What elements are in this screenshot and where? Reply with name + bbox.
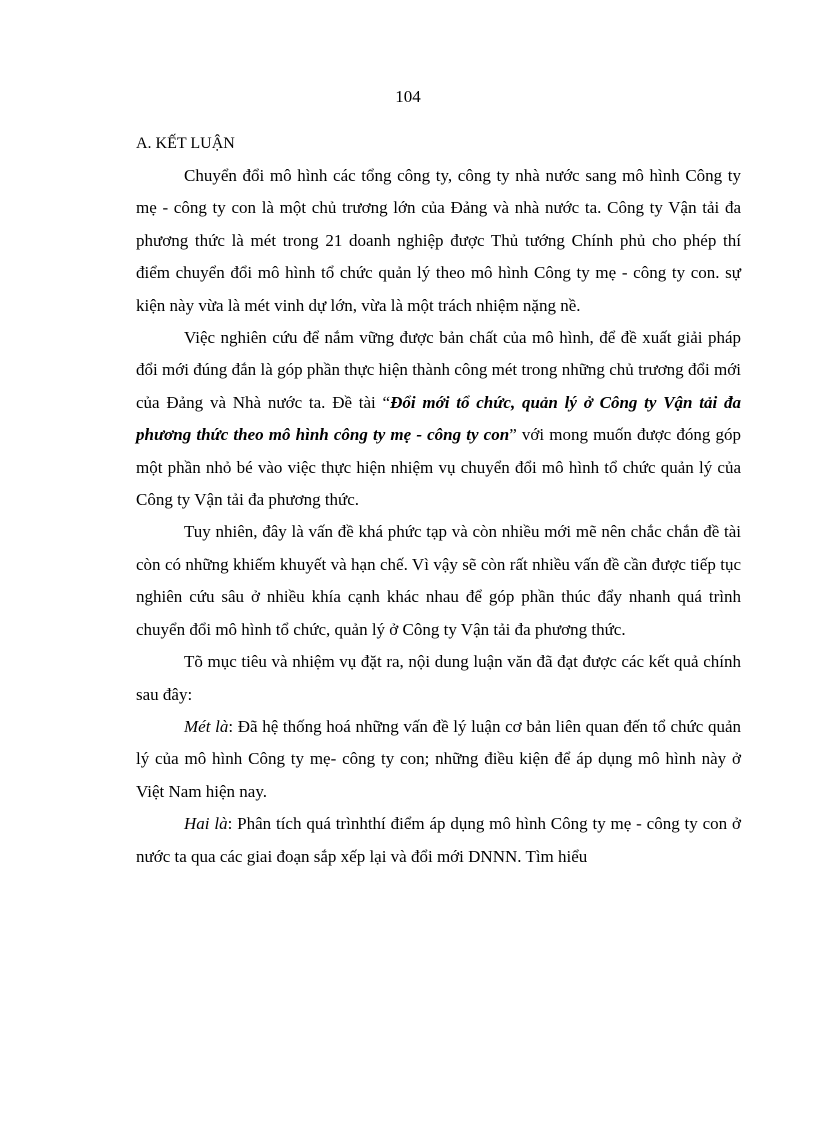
paragraph-2-tail: ” với mong muốn được đóng góp một phần nhỏ bé vào việc thực hiện nhiệm vụ chuyển đổi mô hình tổ chức quản lý của Công ty Vận tải đa phương thức. xyxy=(136,425,741,510)
result-one-label: Mét là xyxy=(184,716,229,736)
paragraph-1: Chuyển đổi mô hình các tổng công ty, công ty nhà nước sang mô hình Công ty mẹ - công ty con là một chủ trương lớn của Đảng và nhà nước ta. Công ty Vận tải đa phương thức là mét trong 21 doanh nghiệp được Thủ tướng Chính phủ cho phép thí điểm chuyển đổi mô hình tổ chức quản lý theo mô hình Công ty mẹ - công ty con. sự kiện này vừa là mét vinh dự lớn, vừa là một trách nhiệm nặng nề. xyxy=(136,166,741,315)
result-one xyxy=(136,711,741,808)
paragraph-3: Tuy nhiên, đây là vấn đề khá phức tạp và còn nhiều mới mẽ nên chắc chắn đề tài còn có những khiếm khuyết và hạn chế. Vì vậy sẽ còn rất nhiều vấn đề cần được tiếp tục nghiên cứu sâu ở nhiều khía cạnh khác nhau để góp phần thúc đẩy nhanh quá trình chuyển đổi mô hình tổ chức, quản lý ở Công ty Vận tải đa phương thức. xyxy=(136,522,741,639)
page-body xyxy=(136,128,741,873)
thesis-title: Đổi mới tổ chức, quản lý ở Công ty Vận tải đa phương thức theo mô hình công ty mẹ - công ty con xyxy=(136,392,741,445)
result-one-text: : Đã hệ thống hoá những vấn đề lý luận cơ bản liên quan đến tổ chức quản lý của mô hình Công ty mẹ- công ty con; những điều kiện để áp dụng mô hình này ở Việt Nam hiện nay. xyxy=(136,716,741,801)
section-heading: A. KẾT LUẬN xyxy=(136,135,235,152)
paragraph-2-lead: Việc nghiên cứu để nắm vững được bản chất của mô hình, để đề xuất giải pháp đổi mới đúng đắn là góp phần thực hiện thành công mét trong những chủ trương đổi mới của Đảng và Nhà nước ta. Đề tài “ xyxy=(136,328,741,412)
page-number: 104 xyxy=(395,87,421,106)
paragraph-4: Tõ mục tiêu và nhiệm vụ đặt ra, nội dung luận văn đã đạt được các kết quả chính sau đây: xyxy=(136,652,741,704)
result-two xyxy=(136,808,741,873)
paragraph-2 xyxy=(136,322,741,516)
result-two-label: Hai là xyxy=(184,814,228,834)
result-two-text: : Phân tích quá trìnhthí điểm áp dụng mô hình Công ty mẹ - công ty con ở nước ta qua các giai đoạn sắp xếp lại và đổi mới DNNN. Tìm hiểu xyxy=(136,814,741,866)
